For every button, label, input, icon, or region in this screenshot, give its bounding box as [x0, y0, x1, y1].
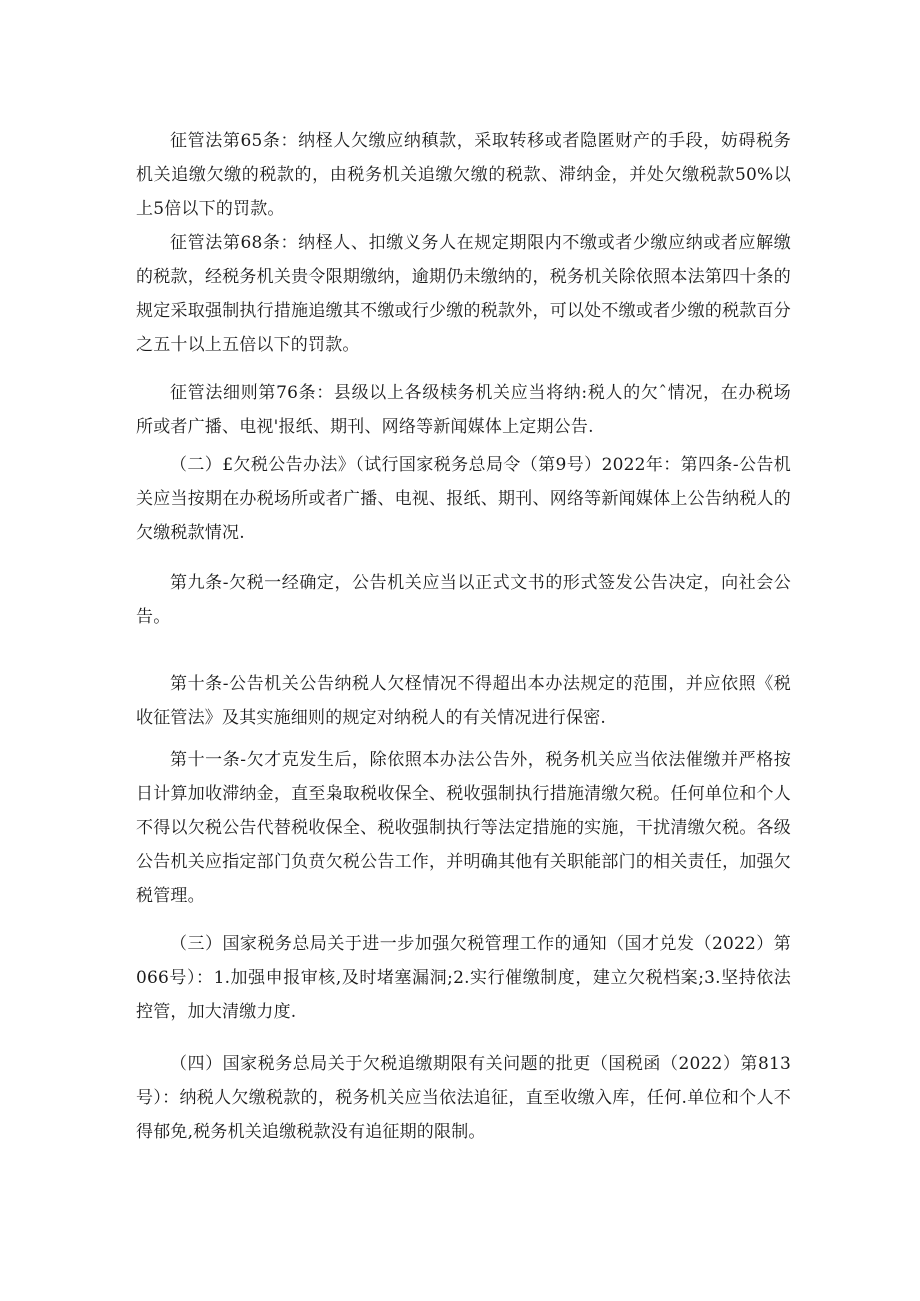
paragraph-article-10: 第十条-公告机关公告纳税人欠柽情况不得超出本办法规定的范围，并应依照《税收征管法》及其实施细则的规定对纳税人的有关情况进行保密. [136, 674, 791, 728]
paragraph-article-11: 第十一条-欠才克发生后，除依照本办法公告外，税务机关应当依法催缴并严格按日计算加收滞纳金，直至枭取税收保全、税收强制执行措施清缴欠税。任何单位和个人不得以欠税公告代替税收保全、税收强制执行等法定措施的实施，干扰清缴欠税。各级公告机关应指定部门负贲欠税公告工作，并明确其他有关职能部门的相关责任，加强欠税管理。 [136, 750, 791, 906]
paragraph-rules-article-76: 征管法细则第76条：县级以上各级椟务机关应当将纳:税人的欠ˆ情况，在办税场所或者广播、电视'报纸、期刊、网络等新闻媒体上定期公告. [136, 383, 791, 437]
paragraph-article-68: 征管法第68条：纳柽人、扣缴义务人在规定期限内不缴或者少缴应纳或者应解缴的税款，经税务机关贵令限期缴纳，逾期仍未缴纳的，税务机关除依照本法第四十条的规定采取强制执行措施追缴其不缴或行少缴的税款外，可以处不缴或者少缴的税款百分之五十以上五倍以下的罚款。 [136, 233, 791, 355]
paragraph-article-9: 第九条-欠税一经确定，公告机关应当以正式文书的形式签发公告决定，向社会公告。 [136, 573, 791, 627]
paragraph-section-4-reply: （四）国家税务总局关于欠税追缴期限有关问题的批更（国税函（2022）第813号）：纳税人欠缴税款的，税务机关应当依法追征，直至收缴入库，任何.单位和个人不得郁免,税务机关追缴税款没有追征期的限制。 [136, 1054, 791, 1142]
paragraph-section-2-article-4: （二）£欠税公告办法》（试行国家税务总局令（第9号）2022年：第四条-公告机关应当按期在办税场所或者广播、电视、报纸、期刊、网络等新闻媒体上公告纳税人的欠缴税款情况. [136, 455, 791, 543]
paragraph-section-3-notice: （三）国家税务总局关于进一步加强欠税管理工作的通知（国才兑发（2022）第066号）：1.加强申报审核,及时堵塞漏洞;2.实行催缴制度，建立欠税档案;3.坚持依法控管，加大清缴力度. [136, 934, 791, 1022]
paragraph-article-65: 征管法第65条：纳柽人欠缴应纳稹款，采取转移或者隐匿财产的手段，妨碍税务机关追缴欠缴的税款的，由税务机关追缴欠缴的税款、滞纳金，并处欠缴税款50%以上5倍以下的罚款。 [136, 131, 791, 219]
